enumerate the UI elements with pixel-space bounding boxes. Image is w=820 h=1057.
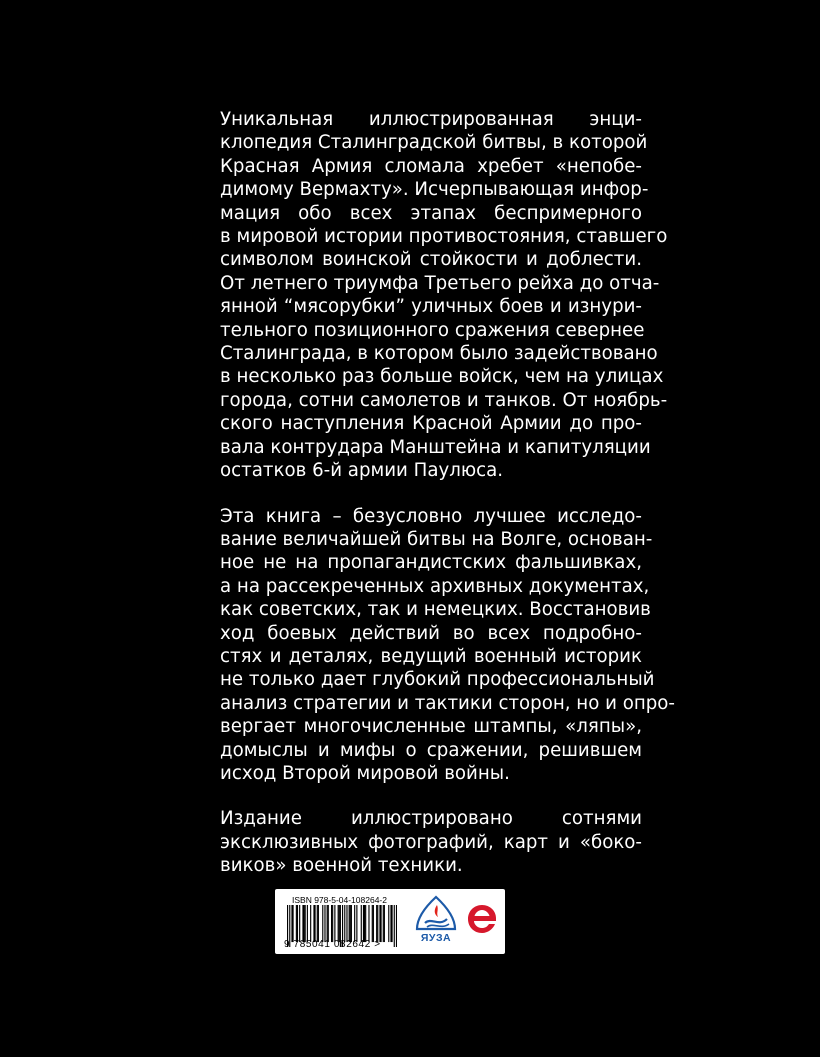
annotation-text (192, 108, 675, 900)
yauza-logo-wave (427, 924, 449, 927)
barcode-bar (315, 905, 316, 942)
barcode-bar (381, 905, 382, 942)
barcode-bar (293, 905, 294, 942)
text-line: клопедия Сталинградской битвы, в которой (220, 132, 648, 154)
text-line: От летнего триумфа Третьего рейха до отча- (220, 272, 660, 294)
text-line: вергает многочисленные штампы, «ляпы», (220, 716, 642, 738)
eksmo-logo-letter (468, 905, 496, 933)
text-line: символом воинской стойкости и доблести. (220, 249, 642, 271)
barcode-bar (299, 905, 300, 942)
text-line: вание величайшей битвы на Волге, основан- (220, 528, 653, 550)
barcode-bar (338, 905, 339, 942)
isbn-label: ISBN 978-5-04-108264-2 (292, 895, 387, 905)
barcode-bar (291, 905, 292, 942)
barcode-bar (392, 905, 393, 942)
text-line: Красная Армия сломала хребет «непобе- (220, 155, 642, 177)
text-line: мация обо всех этапах беспримерного (220, 202, 642, 224)
text-line: виков» военной техники. (220, 855, 463, 877)
barcode-bar (297, 905, 298, 942)
barcode-bar (372, 905, 373, 942)
text-line: города, сотни самолетов и танков. От ноябрь- (220, 389, 668, 411)
barcode-bar (296, 905, 297, 942)
text-line: тельного позиционного сражения севернее (220, 319, 645, 341)
text-line: Уникальная иллюстрированная энци- (220, 109, 642, 130)
barcode-bar (304, 905, 305, 942)
barcode-bar (384, 905, 385, 942)
paragraph-3 (192, 807, 642, 877)
barcode-bar (305, 905, 306, 942)
barcode-digits: 9 785041 082642 > (284, 939, 381, 950)
barcode-bar (368, 905, 369, 942)
barcode-bar (302, 905, 303, 942)
barcode-bar (379, 905, 380, 942)
barcode-bar (328, 905, 329, 942)
text-line: как советских, так и немецких. Восстановив (220, 599, 651, 621)
barcode-bar (322, 905, 323, 942)
barcode-bar (317, 905, 318, 942)
barcode-bar (331, 905, 332, 942)
barcode-bar (388, 905, 389, 942)
barcode-bar (364, 905, 365, 942)
barcode-bar (334, 905, 335, 942)
text-line: стях и деталях, ведущий военный историк (220, 645, 642, 667)
barcode-bar (313, 905, 314, 942)
text-line: Эта книга – безусловно лучшее исследо- (220, 505, 642, 527)
barcode-bar (354, 905, 355, 942)
barcode-bar (349, 905, 350, 942)
text-line: домыслы и мифы о сражении, решившем (220, 739, 642, 761)
barcode-bar (324, 905, 325, 942)
paragraph-2 (192, 505, 675, 786)
yauza-logo-flame (435, 905, 438, 917)
barcode-bar (361, 905, 362, 942)
text-line: остатков 6-й армии Паулюса. (220, 460, 504, 482)
barcode-bar (376, 905, 377, 942)
text-line: исход Второй мировой войны. (220, 762, 510, 784)
barcode-bar (307, 905, 308, 942)
text-line: а на рассекреченных архивных документах, (220, 575, 650, 597)
text-line: ского наступления Красной Армии до про- (220, 413, 642, 435)
text-line: не только дает глубокий профессиональный (220, 669, 655, 691)
barcode-bar (383, 905, 384, 942)
barcode-bar (365, 905, 366, 942)
barcode-bar (327, 905, 328, 942)
text-line: в мировой истории противостояния, ставшего (220, 226, 668, 248)
text-line: Издание иллюстрировано сотнями (220, 808, 642, 830)
barcode-bar (390, 905, 391, 942)
text-line: ход боевых действий во всех подробно- (220, 622, 642, 644)
barcode-bar (356, 905, 357, 942)
barcode-bar (363, 905, 364, 942)
barcode-bar (332, 905, 333, 942)
barcode-bar (351, 905, 352, 942)
eksmo-logo (465, 902, 499, 936)
barcode-bar (344, 905, 345, 942)
text-line: в несколько раз больше войск, чем на улицах (220, 366, 664, 388)
text-line: янной “мясорубки” уличных боев и изнури- (220, 296, 642, 318)
barcode-bar (310, 905, 311, 942)
text-line: Сталинграда, в котором было задействовано (220, 343, 658, 365)
barcode-bar (373, 905, 374, 942)
paragraph-1 (192, 108, 668, 483)
yauza-logo-wave (425, 919, 447, 923)
barcode-bar (377, 905, 378, 942)
barcode-bar (346, 905, 347, 942)
barcode-bar (339, 905, 340, 942)
text-line: вала контрудара Манштейна и капитуляции (220, 436, 651, 458)
text-line: анализ стратегии и тактики сторон, но и опро- (220, 692, 675, 714)
barcode-bar (350, 905, 351, 942)
barcode-panel (275, 889, 505, 954)
yauza-label: ЯУЗА (420, 932, 452, 944)
text-line: ное не на пропагандистских фальшивках, (220, 552, 642, 574)
barcode-bar (318, 905, 319, 942)
text-line: эксклюзивных фотографий, карт и «боко- (220, 831, 642, 853)
text-line: димому Вермахту». Исчерпывающая инфор- (220, 179, 649, 201)
